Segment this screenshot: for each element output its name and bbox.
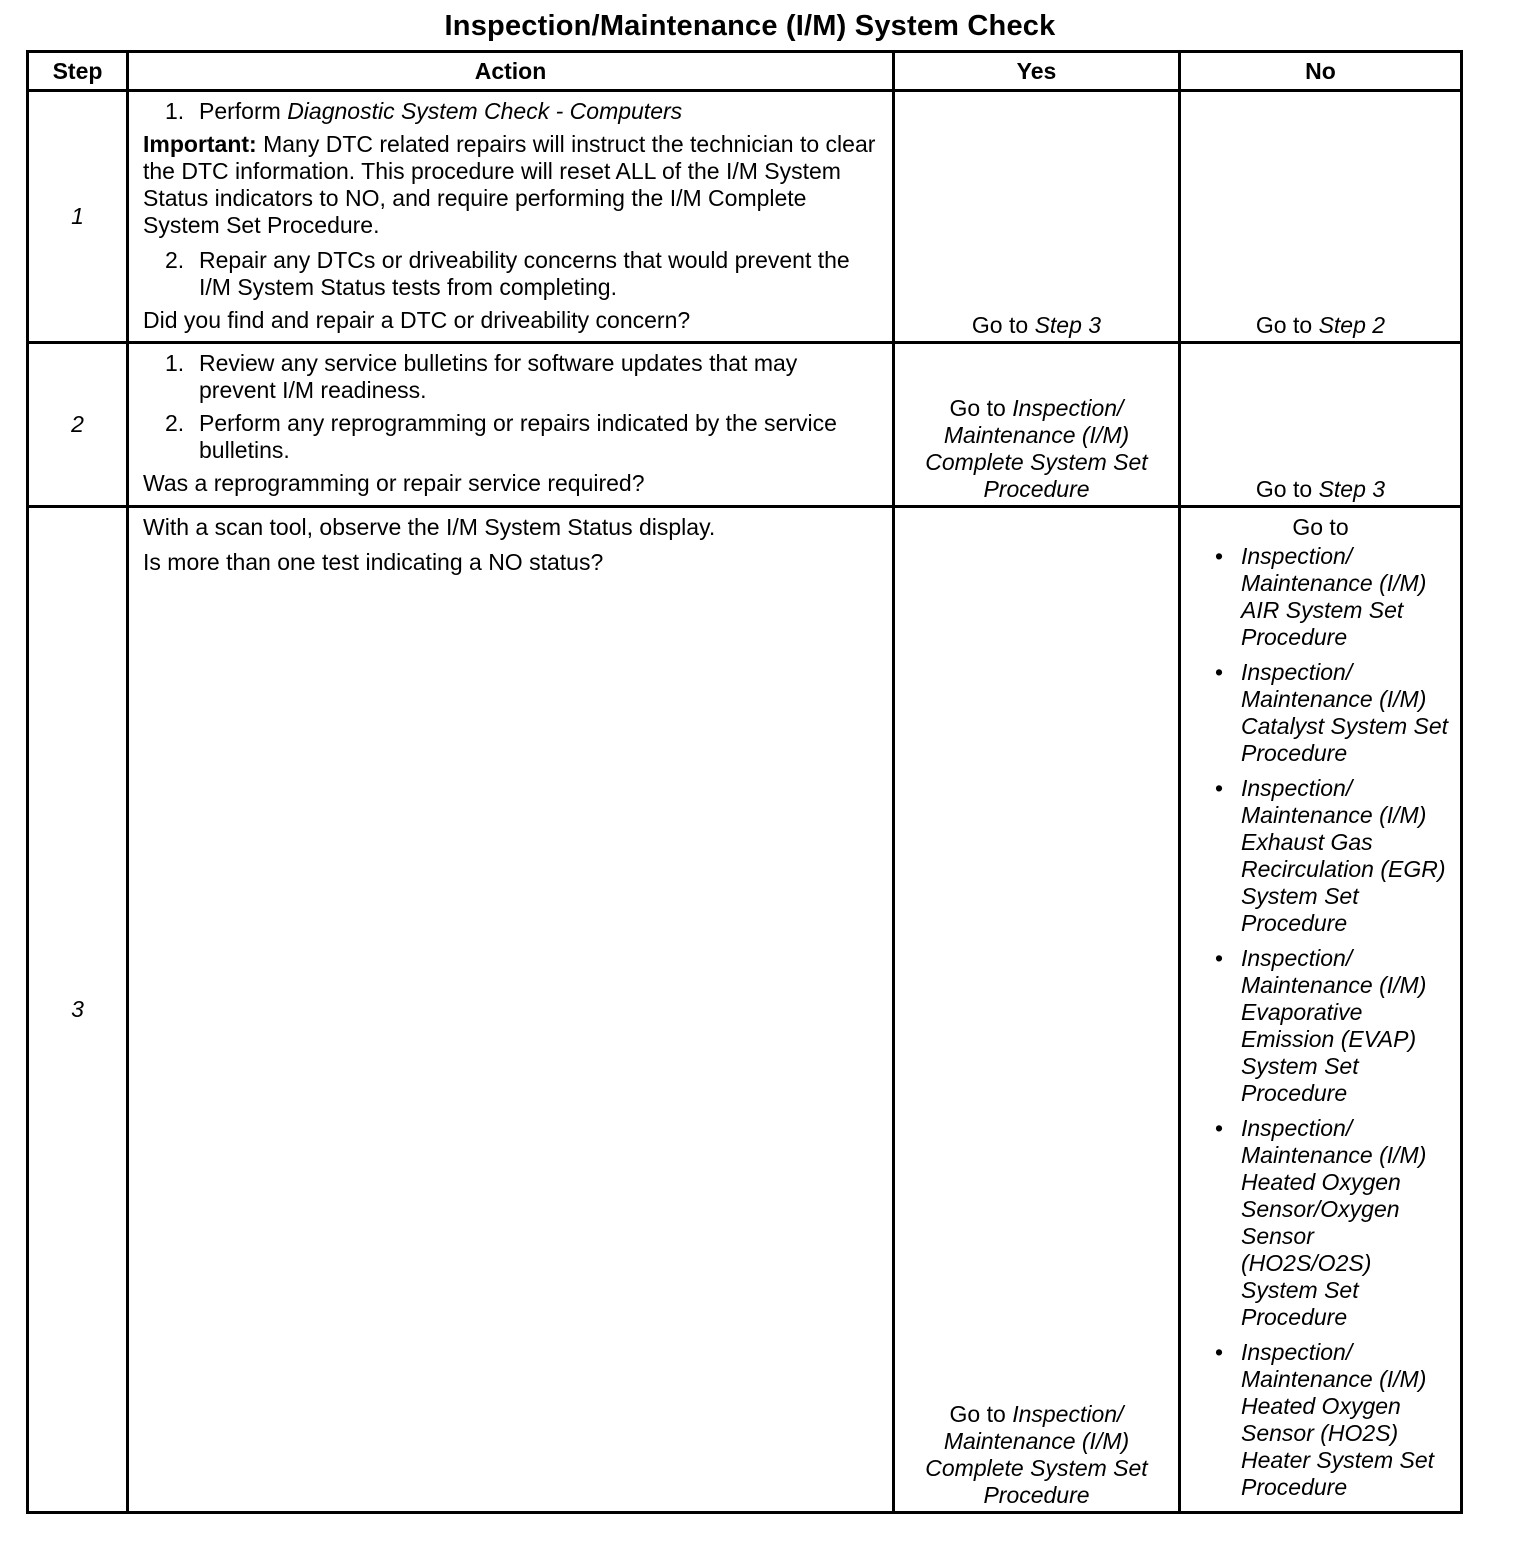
bullet-icon: • [1215, 543, 1224, 569]
item-text: Perform [199, 98, 288, 124]
list-item[interactable] [1191, 775, 1450, 937]
system-check-table [26, 50, 1463, 1514]
step-number: 3 [28, 507, 128, 1513]
procedure-link[interactable]: Inspection/ Maintenance (I/M) Heated Oxygen Sensor (HO2S) Heater System Set Procedure [1241, 1339, 1435, 1500]
procedure-link[interactable]: Inspection/ Maintenance (I/M) AIR System Set Procedure [1241, 543, 1427, 650]
table-row [28, 91, 1462, 343]
no-cell [1180, 343, 1462, 507]
header-step: Step [28, 52, 128, 91]
important-text: Many DTC related repairs will instruct the technician to clear the DTC information. This procedure will reset ALL of the I/M System Status indicators to NO, and require performing the I/M Complete System Set Procedure. [143, 131, 876, 238]
item-number: 2. [165, 247, 185, 273]
bullet-icon: • [1215, 1339, 1224, 1365]
action-item [143, 98, 878, 125]
list-item[interactable] [1191, 659, 1450, 767]
action-cell [128, 343, 894, 507]
bullet-icon: • [1215, 945, 1224, 971]
procedure-link[interactable]: Inspection/ Maintenance (I/M) Exhaust Gas Recirculation (EGR) System Set Procedure [1241, 775, 1446, 936]
table-row [28, 343, 1462, 507]
no-heading: Go to [1292, 514, 1349, 540]
yes-text: Go to [949, 395, 1013, 421]
yes-link[interactable]: Inspection/ Maintenance (I/M) Complete System Set Procedure [925, 1401, 1148, 1508]
list-item[interactable] [1191, 1339, 1450, 1501]
step-number: 1 [28, 91, 128, 343]
header-no: No [1180, 52, 1462, 91]
no-link[interactable]: Step 3 [1318, 476, 1386, 502]
table-header-row [28, 52, 1462, 91]
header-yes: Yes [894, 52, 1180, 91]
item-text: Repair any DTCs or driveability concerns that would prevent the I/M System Status tests from completing. [199, 247, 850, 300]
item-text: Perform any reprogramming or repairs indicated by the service bulletins. [199, 410, 837, 463]
list-item[interactable] [1191, 945, 1450, 1107]
item-text: Review any service bulletins for software updates that may prevent I/M readiness. [199, 350, 798, 403]
yes-link[interactable]: Inspection/ Maintenance (I/M) Complete System Set Procedure [925, 395, 1148, 502]
bullet-icon: • [1215, 775, 1224, 801]
procedure-link[interactable]: Inspection/ Maintenance (I/M) Evaporative Emission (EVAP) System Set Procedure [1241, 945, 1427, 1106]
no-procedure-list [1191, 543, 1450, 1501]
header-action: Action [128, 52, 894, 91]
item-number: 1. [165, 350, 185, 376]
question-text: Did you find and repair a DTC or driveability concern? [143, 307, 691, 333]
procedure-link[interactable]: Inspection/ Maintenance (I/M) Catalyst System Set Procedure [1241, 659, 1449, 766]
table-row [28, 507, 1462, 1513]
action-item [143, 410, 878, 464]
list-item[interactable] [1191, 543, 1450, 651]
no-text: Go to [1255, 312, 1319, 338]
bullet-icon: • [1215, 1115, 1224, 1141]
no-cell [1180, 91, 1462, 343]
yes-text: Go to [949, 1401, 1013, 1427]
question-text: Was a reprogramming or repair service required? [143, 470, 645, 496]
action-item [143, 247, 878, 301]
item-number: 1. [165, 98, 185, 124]
action-cell [128, 91, 894, 343]
item-reference: Diagnostic System Check - Computers [287, 98, 683, 124]
action-item [143, 350, 878, 404]
important-label: Important: [143, 131, 257, 157]
item-number: 2. [165, 410, 185, 436]
bullet-icon: • [1215, 659, 1224, 685]
yes-link[interactable]: Step 3 [1034, 312, 1102, 338]
yes-text: Go to [971, 312, 1035, 338]
no-text: Go to [1255, 476, 1319, 502]
question-text: Is more than one test indicating a NO status? [143, 549, 604, 575]
important-note [143, 131, 878, 239]
yes-cell [894, 91, 1180, 343]
procedure-link[interactable]: Inspection/ Maintenance (I/M) Heated Oxygen Sensor/Oxygen Sensor (HO2S/O2S) System Set Procedure [1241, 1115, 1427, 1330]
list-item[interactable] [1191, 1115, 1450, 1331]
instruction-text: With a scan tool, observe the I/M System Status display. [143, 514, 716, 540]
yes-cell [894, 343, 1180, 507]
no-link[interactable]: Step 2 [1318, 312, 1386, 338]
action-cell [128, 507, 894, 1513]
step-number: 2 [28, 343, 128, 507]
no-cell [1180, 507, 1462, 1513]
page-title: Inspection/Maintenance (I/M) System Check [444, 10, 1056, 42]
yes-cell [894, 507, 1180, 1513]
